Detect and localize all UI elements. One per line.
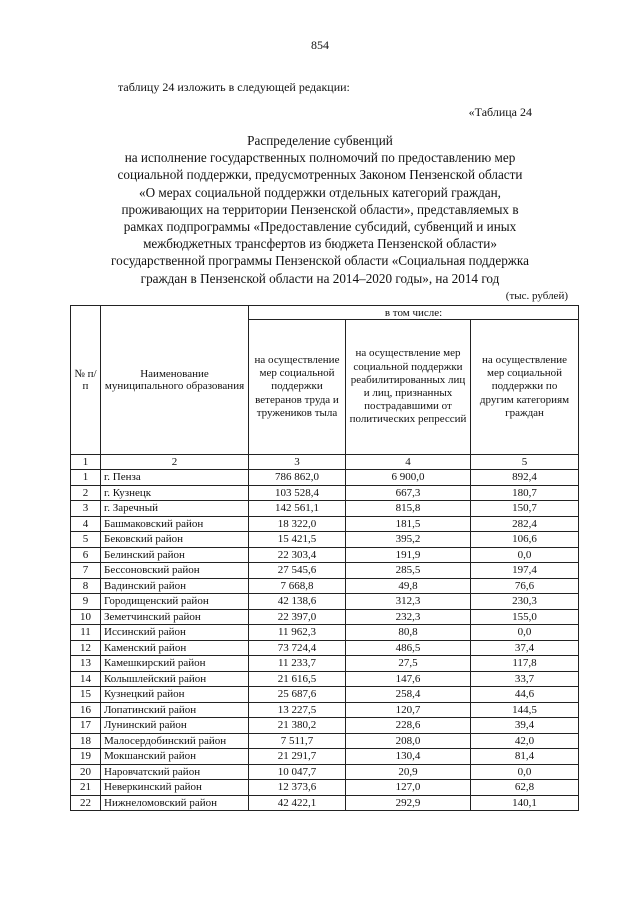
other-amount: 150,7	[471, 501, 579, 517]
veterans-amount: 10 047,7	[249, 764, 346, 780]
veterans-amount: 15 421,5	[249, 532, 346, 548]
table-row	[71, 795, 579, 811]
other-amount: 39,4	[471, 718, 579, 734]
other-amount: 37,4	[471, 640, 579, 656]
table-row	[71, 547, 579, 563]
title-line: социальной поддержки, предусмотренных Законом Пензенской области	[117, 167, 523, 183]
table-row	[71, 578, 579, 594]
veterans-amount: 21 291,7	[249, 749, 346, 765]
repressed-amount: 181,5	[346, 516, 471, 532]
other-amount: 117,8	[471, 656, 579, 672]
row-number: 6	[71, 547, 101, 563]
veterans-amount: 18 322,0	[249, 516, 346, 532]
repressed-amount: 80,8	[346, 625, 471, 641]
title-line: государственной программы Пензенской области «Социальная поддержка	[111, 253, 529, 269]
table-body	[71, 470, 579, 811]
repressed-amount: 49,8	[346, 578, 471, 594]
repressed-amount: 27,5	[346, 656, 471, 672]
veterans-amount: 21 616,5	[249, 671, 346, 687]
row-number: 13	[71, 656, 101, 672]
municipality-name: Нижнеломовский район	[101, 795, 249, 811]
table-row	[71, 532, 579, 548]
row-number: 7	[71, 563, 101, 579]
municipality-name: Башмаковский район	[101, 516, 249, 532]
municipality-name: Иссинский район	[101, 625, 249, 641]
header-in-total: в том числе:	[249, 306, 579, 320]
table-row	[71, 594, 579, 610]
row-number: 9	[71, 594, 101, 610]
subsidies-table	[70, 305, 579, 811]
repressed-amount: 191,9	[346, 547, 471, 563]
other-amount: 62,8	[471, 780, 579, 796]
row-number: 22	[71, 795, 101, 811]
other-amount: 0,0	[471, 764, 579, 780]
table-row	[71, 780, 579, 796]
municipality-name: Кузнецкий район	[101, 687, 249, 703]
municipality-name: г. Кузнецк	[101, 485, 249, 501]
veterans-amount: 27 545,6	[249, 563, 346, 579]
row-number: 18	[71, 733, 101, 749]
title-line: граждан в Пензенской области на 2014–2020 годы», на 2014 год	[140, 270, 500, 286]
other-amount: 180,7	[471, 485, 579, 501]
row-number: 1	[71, 470, 101, 486]
other-amount: 144,5	[471, 702, 579, 718]
table-row	[71, 609, 579, 625]
municipality-name: Белинский район	[101, 547, 249, 563]
other-amount: 0,0	[471, 625, 579, 641]
row-number: 19	[71, 749, 101, 765]
row-number: 11	[71, 625, 101, 641]
municipality-name: Неверкинский район	[101, 780, 249, 796]
municipality-name: Каменский район	[101, 640, 249, 656]
municipality-name: Мокшанский район	[101, 749, 249, 765]
table-row	[71, 702, 579, 718]
repressed-amount: 258,4	[346, 687, 471, 703]
municipality-name: Лопатинский район	[101, 702, 249, 718]
other-amount: 106,6	[471, 532, 579, 548]
row-number: 21	[71, 780, 101, 796]
table-row	[71, 656, 579, 672]
other-amount: 0,0	[471, 547, 579, 563]
municipality-name: г. Пенза	[101, 470, 249, 486]
row-number: 5	[71, 532, 101, 548]
repressed-amount: 130,4	[346, 749, 471, 765]
repressed-amount: 486,5	[346, 640, 471, 656]
veterans-amount: 22 397,0	[249, 609, 346, 625]
table-row	[71, 625, 579, 641]
municipality-name: Городищенский район	[101, 594, 249, 610]
table-row	[71, 485, 579, 501]
table-row	[71, 749, 579, 765]
repressed-amount: 127,0	[346, 780, 471, 796]
other-amount: 230,3	[471, 594, 579, 610]
municipality-name: Камешкирский район	[101, 656, 249, 672]
other-amount: 282,4	[471, 516, 579, 532]
repressed-amount: 815,8	[346, 501, 471, 517]
table-row	[71, 470, 579, 486]
veterans-amount: 13 227,5	[249, 702, 346, 718]
repressed-amount: 228,6	[346, 718, 471, 734]
column-number: 5	[471, 455, 579, 470]
repressed-amount: 285,5	[346, 563, 471, 579]
title-line: Распределение субвенций	[247, 133, 393, 148]
veterans-amount: 142 561,1	[249, 501, 346, 517]
other-amount: 81,4	[471, 749, 579, 765]
table-row	[71, 563, 579, 579]
repressed-amount: 232,3	[346, 609, 471, 625]
title-line: рамках подпрограммы «Предоставление субсидий, субвенций и иных	[123, 219, 517, 235]
intro-text: таблицу 24 изложить в следующей редакции:	[118, 80, 350, 94]
repressed-amount: 120,7	[346, 702, 471, 718]
table-row	[71, 501, 579, 517]
header-other-categories: на осуществление мер социальной поддержки по другим категориям граждан	[471, 320, 579, 455]
veterans-amount: 786 862,0	[249, 470, 346, 486]
other-amount: 140,1	[471, 795, 579, 811]
municipality-name: Бессоновский район	[101, 563, 249, 579]
municipality-name: Малосердобинский район	[101, 733, 249, 749]
repressed-amount: 667,3	[346, 485, 471, 501]
title-line: «О мерах социальной поддержки отдельных категорий граждан,	[139, 184, 501, 200]
other-amount: 155,0	[471, 609, 579, 625]
title-line: на исполнение государственных полномочий по предоставлению мер	[124, 150, 516, 166]
column-number: 4	[346, 455, 471, 470]
veterans-amount: 42 138,6	[249, 594, 346, 610]
table-row	[71, 640, 579, 656]
title-line: проживающих на территории Пензенской области», представляемых в	[121, 201, 519, 217]
header-veterans: на осуществление мер социальной поддержки ветеранов труда и тружеников тыла	[249, 320, 346, 455]
other-amount: 42,0	[471, 733, 579, 749]
other-amount: 76,6	[471, 578, 579, 594]
table-row	[71, 764, 579, 780]
table-row	[71, 671, 579, 687]
column-number: 1	[71, 455, 101, 470]
row-number: 4	[71, 516, 101, 532]
veterans-amount: 11 233,7	[249, 656, 346, 672]
repressed-amount: 312,3	[346, 594, 471, 610]
column-number: 2	[101, 455, 249, 470]
header-num: № п/п	[71, 306, 101, 455]
document-title	[70, 132, 570, 287]
row-number: 15	[71, 687, 101, 703]
repressed-amount: 292,9	[346, 795, 471, 811]
repressed-amount: 395,2	[346, 532, 471, 548]
other-amount: 44,6	[471, 687, 579, 703]
table-row	[71, 718, 579, 734]
veterans-amount: 103 528,4	[249, 485, 346, 501]
repressed-amount: 20,9	[346, 764, 471, 780]
row-number: 17	[71, 718, 101, 734]
table-reference: «Таблица 24	[468, 105, 532, 119]
municipality-name: г. Заречный	[101, 501, 249, 517]
row-number: 8	[71, 578, 101, 594]
row-number: 16	[71, 702, 101, 718]
municipality-name: Наровчатский район	[101, 764, 249, 780]
column-number: 3	[249, 455, 346, 470]
municipality-name: Колышлейский район	[101, 671, 249, 687]
header-name: Наименование муниципального образования	[101, 306, 249, 455]
veterans-amount: 25 687,6	[249, 687, 346, 703]
other-amount: 892,4	[471, 470, 579, 486]
veterans-amount: 7 511,7	[249, 733, 346, 749]
veterans-amount: 42 422,1	[249, 795, 346, 811]
repressed-amount: 208,0	[346, 733, 471, 749]
units-label: (тыс. рублей)	[505, 290, 568, 302]
municipality-name: Лунинский район	[101, 718, 249, 734]
title-line: межбюджетных трансфертов из бюджета Пензенской области»	[143, 236, 497, 252]
row-number: 2	[71, 485, 101, 501]
other-amount: 33,7	[471, 671, 579, 687]
veterans-amount: 7 668,8	[249, 578, 346, 594]
veterans-amount: 11 962,3	[249, 625, 346, 641]
header-repressed: на осуществление мер социальной поддержки реабилитированных лиц и лиц, признанных пострадавшими от политических репрессий	[346, 320, 471, 455]
veterans-amount: 12 373,6	[249, 780, 346, 796]
veterans-amount: 21 380,2	[249, 718, 346, 734]
municipality-name: Земетчинский район	[101, 609, 249, 625]
repressed-amount: 147,6	[346, 671, 471, 687]
municipality-name: Бековский район	[101, 532, 249, 548]
row-number: 3	[71, 501, 101, 517]
municipality-name: Вадинский район	[101, 578, 249, 594]
repressed-amount: 6 900,0	[346, 470, 471, 486]
row-number: 20	[71, 764, 101, 780]
veterans-amount: 73 724,4	[249, 640, 346, 656]
table-row	[71, 687, 579, 703]
row-number: 10	[71, 609, 101, 625]
table-row	[71, 516, 579, 532]
table-row	[71, 733, 579, 749]
page-number: 854	[311, 38, 329, 52]
other-amount: 197,4	[471, 563, 579, 579]
row-number: 14	[71, 671, 101, 687]
veterans-amount: 22 303,4	[249, 547, 346, 563]
row-number: 12	[71, 640, 101, 656]
